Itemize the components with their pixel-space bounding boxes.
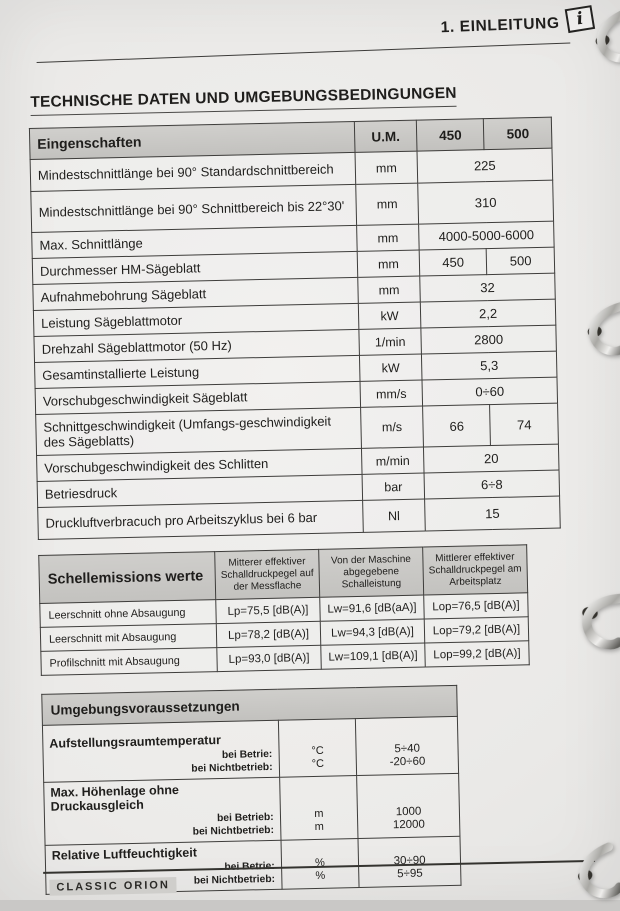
value-line: 30÷90: [393, 854, 426, 868]
value-cell: [358, 836, 461, 887]
property-cell: Drehzahl Sägeblattmotor (50 Hz): [34, 329, 359, 362]
property-cell: Betriesdruck: [37, 474, 362, 507]
property-cell: Durchmesser HM-Sägeblatt: [32, 251, 357, 284]
value-cell: 310: [418, 180, 554, 224]
unit-line: %: [314, 856, 326, 869]
page-title: TECHNISCHE DATEN UND UMGEBUNGSBEDINGUNGEN: [30, 85, 457, 116]
lop-value-cell: Lop=76,5 [dB(A)]: [424, 593, 528, 619]
noise-label-cell: Profilschnitt mit Absaugung: [41, 648, 217, 676]
property-cell: Vorschubgeschwindigkeit Sägeblatt: [35, 381, 360, 414]
property-cell: Leistung Sägeblattmotor: [33, 303, 358, 336]
unit-cell: kW: [358, 302, 421, 329]
lop-value-cell: Lop=79,2 [dB(A)]: [424, 617, 528, 643]
value-cell: 2,2: [420, 299, 556, 328]
value-line: -20÷60: [389, 755, 426, 769]
noise-col-header-1: Mitterer effektiver Schalldruckpegel auf der Messflache: [215, 549, 320, 599]
property-cell: Gesamtinstallierte Leistung: [35, 355, 360, 388]
value-500-cell: 500: [487, 247, 555, 274]
unit-line: %: [315, 869, 326, 882]
condition-label: bei Betrie:: [221, 748, 273, 761]
unit-cell: mm: [356, 183, 419, 225]
header-500: 500: [484, 117, 552, 149]
environment-label-cell: [42, 720, 279, 782]
condition-label: bei Betrie:: [224, 860, 275, 873]
info-icon-glyph: i: [575, 8, 585, 29]
binder-ring: [565, 841, 620, 911]
value-cell: 15: [425, 496, 561, 531]
unit-line: m: [314, 820, 324, 833]
value-cell: 0÷60: [422, 377, 558, 406]
property-cell: Druckluftverbracuch pro Arbeitszyklus bei 6 bar: [38, 500, 364, 539]
value-cell: 2800: [421, 325, 557, 354]
unit-cell: [278, 719, 357, 778]
value-cell: 6÷8: [424, 470, 560, 499]
unit-cell: mm/s: [360, 380, 423, 407]
unit-cell: mm: [357, 224, 420, 251]
property-cell: Aufnahmebohrung Sägeblatt: [33, 277, 358, 310]
value-450-cell: 66: [423, 405, 491, 447]
value-cell: 32: [420, 273, 556, 302]
noise-emission-table: [38, 544, 530, 676]
unit-cell: [279, 776, 358, 841]
noise-col-header-2: Von der Maschine abgegebene Schalleistung: [319, 547, 424, 597]
noise-label-cell: Leerschnitt ohne Absaugung: [40, 600, 216, 628]
value-cell: [357, 773, 460, 838]
unit-cell: mm: [358, 276, 421, 303]
value-line: 5÷95: [397, 867, 423, 881]
lp-value-cell: Lp=93,0 [dB(A)]: [217, 645, 321, 671]
environment-property: Max. Höhenlage ohne Druckausgleich: [50, 782, 180, 814]
value-cell: 225: [417, 148, 553, 183]
unit-cell: mm: [355, 151, 418, 184]
unit-cell: m/s: [361, 406, 424, 448]
lw-value-cell: Lw=109,1 [dB(A)]: [321, 643, 425, 669]
value-line: 5÷40: [394, 742, 421, 756]
unit-cell: [281, 839, 360, 890]
chapter-title: 1. EINLEITUNG: [440, 14, 560, 37]
property-cell: Mindestschnittlänge bei 90° Schnittbereich bis 22°30': [31, 184, 357, 232]
lw-value-cell: Lw=91,6 [dB(aA)]: [320, 595, 424, 621]
environment-property: Aufstellungsraumtemperatur: [49, 733, 222, 751]
unit-cell: m/min: [361, 447, 424, 474]
property-cell: Max. Schnittlänge: [32, 225, 357, 258]
header-um: U.M.: [354, 120, 417, 152]
value-line: 1000: [395, 805, 422, 819]
value-line: 12000: [392, 818, 425, 832]
condition-label: bei Nichtbetrieb:: [193, 873, 276, 887]
value-cell: 20: [423, 444, 559, 473]
unit-line: m: [314, 807, 324, 820]
lop-value-cell: Lop=99,2 [dB(A)]: [425, 641, 529, 667]
lw-value-cell: Lw=94,3 [dB(A)]: [320, 619, 424, 645]
header-450: 450: [416, 119, 484, 151]
unit-line: °C: [311, 744, 324, 758]
environment-label-cell: [44, 777, 281, 845]
unit-cell: bar: [362, 473, 425, 500]
value-cell: 4000-5000-6000: [419, 221, 555, 250]
environment-property: Relative Luftfeuchtigkeit: [51, 845, 198, 863]
noise-label-cell: Leerschnitt mit Absaugung: [40, 624, 216, 652]
binder-ring: [572, 587, 620, 656]
condition-label: bei Nichtbetrieb:: [191, 761, 273, 775]
unit-cell: 1/min: [359, 328, 422, 355]
brand-label: CLASSIC ORION: [49, 877, 177, 896]
value-450-cell: 450: [419, 249, 487, 276]
header-property: Eingenschaften: [29, 121, 355, 159]
noise-table-title: Schellemissions werte: [39, 552, 216, 604]
property-cell: Schnittgeschwindigkeit (Umfangs-geschwindigkeit des Sägeblatts): [36, 407, 362, 455]
environment-table-title: Umgebungsvoraussetzungen: [42, 685, 458, 725]
value-cell: 5,3: [421, 351, 557, 380]
condition-label: bei Betrieb:: [216, 811, 274, 825]
property-cell: Mindestschnittlänge bei 90° Standardschnittbereich: [30, 152, 356, 191]
unit-cell: mm: [357, 250, 420, 277]
unit-cell: kW: [359, 354, 422, 381]
property-cell: Vorschubgeschwindigkeit des Schlitten: [37, 448, 362, 481]
value-500-cell: 74: [490, 403, 558, 445]
lp-value-cell: Lp=75,5 [dB(A)]: [216, 597, 320, 623]
unit-line: °C: [311, 757, 325, 771]
table-row: [42, 716, 458, 782]
binder-ring: [580, 301, 620, 364]
noise-col-header-3: Mittlerer effektiver Schalldruckpegel am Arbeitsplatz: [423, 545, 528, 595]
condition-label: bei Nichtbetrieb:: [192, 824, 275, 838]
technical-data-table: [29, 117, 561, 540]
table-row: [44, 773, 460, 845]
lp-value-cell: Lp=78,2 [dB(A)]: [216, 621, 320, 647]
value-cell: [356, 716, 459, 775]
unit-cell: Nl: [363, 499, 426, 532]
